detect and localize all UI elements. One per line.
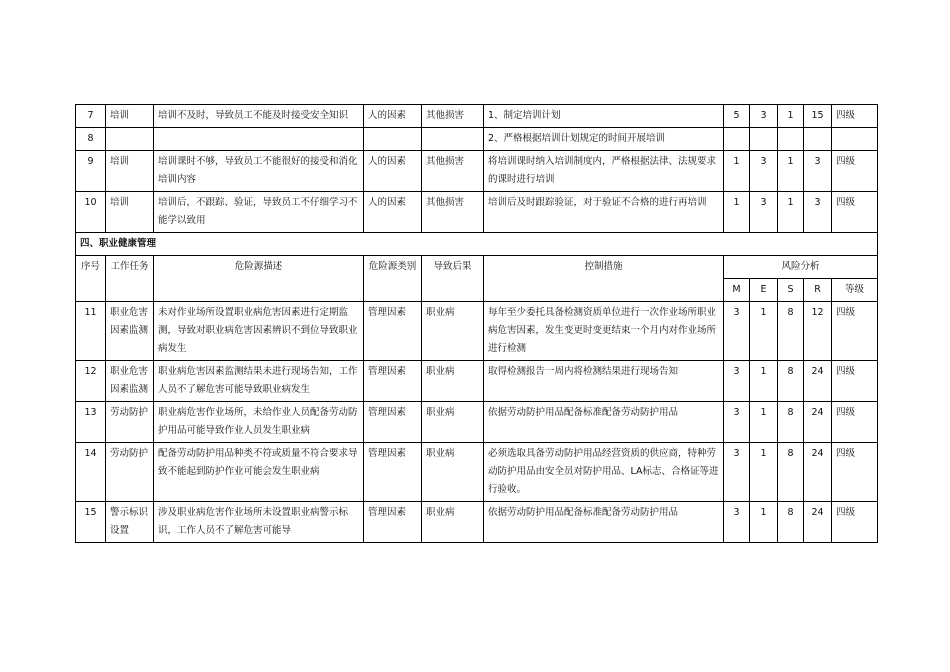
table-row — [76, 402, 878, 443]
table-row — [76, 502, 878, 543]
cell-consequence: 职业病 — [422, 361, 484, 402]
cell-level — [832, 128, 878, 151]
cell-e: 3 — [750, 192, 778, 233]
cell-control: 1、制定培训计划 — [484, 105, 724, 128]
cell-no: 11 — [76, 302, 106, 361]
cell-consequence: 其他损害 — [422, 192, 484, 233]
cell-category: 管理因素 — [364, 443, 422, 502]
cell-r: 24 — [804, 443, 832, 502]
header-s: S — [778, 279, 804, 302]
section-title: 四、职业健康管理 — [76, 233, 878, 256]
cell-no: 12 — [76, 361, 106, 402]
cell-task: 职业危害因素监测 — [106, 361, 154, 402]
cell-hazard: 培训不及时，导致员工不能及时接受安全知识 — [154, 105, 364, 128]
cell-no: 7 — [76, 105, 106, 128]
cell-s: 1 — [778, 105, 804, 128]
header-control: 控制措施 — [484, 256, 724, 302]
cell-m: 3 — [724, 502, 750, 543]
table-row — [76, 443, 878, 502]
cell-level: 四级 — [832, 402, 878, 443]
cell-task: 劳动防护 — [106, 402, 154, 443]
cell-m: 3 — [724, 402, 750, 443]
cell-category: 管理因素 — [364, 361, 422, 402]
cell-m: 1 — [724, 151, 750, 192]
cell-task: 劳动防护 — [106, 443, 154, 502]
cell-e: 1 — [750, 443, 778, 502]
cell-r — [804, 128, 832, 151]
cell-consequence: 职业病 — [422, 302, 484, 361]
header-risk: 风险分析 — [724, 256, 878, 279]
cell-task — [106, 128, 154, 151]
cell-r: 24 — [804, 402, 832, 443]
cell-hazard: 未对作业场所设置职业病危害因素进行定期监测，导致对职业病危害因素辨识不到位导致职业病发生 — [154, 302, 364, 361]
cell-e: 3 — [750, 105, 778, 128]
top-rows — [76, 105, 878, 233]
cell-hazard: 职业病危害因素监测结果未进行现场告知，工作人员不了解危害可能导致职业病发生 — [154, 361, 364, 402]
cell-m: 3 — [724, 443, 750, 502]
cell-category: 人的因素 — [364, 151, 422, 192]
cell-control: 将培训课时纳入培训制度内，严格根据法律、法规要求的课时进行培训 — [484, 151, 724, 192]
cell-e: 1 — [750, 361, 778, 402]
cell-category: 人的因素 — [364, 105, 422, 128]
cell-e: 1 — [750, 502, 778, 543]
header-category: 危险源类别 — [364, 256, 422, 302]
cell-s: 1 — [778, 192, 804, 233]
cell-r: 24 — [804, 361, 832, 402]
cell-category: 管理因素 — [364, 402, 422, 443]
cell-e — [750, 128, 778, 151]
cell-hazard — [154, 128, 364, 151]
header-level: 等级 — [832, 279, 878, 302]
cell-no: 14 — [76, 443, 106, 502]
table-row — [76, 302, 878, 361]
cell-s: 8 — [778, 402, 804, 443]
cell-consequence — [422, 128, 484, 151]
cell-s: 1 — [778, 151, 804, 192]
cell-level: 四级 — [832, 302, 878, 361]
cell-s: 8 — [778, 502, 804, 543]
header-task: 工作任务 — [106, 256, 154, 302]
cell-hazard: 配备劳动防护用品种类不符或质量不符合要求导致不能起到防护作业可能会发生职业病 — [154, 443, 364, 502]
cell-level: 四级 — [832, 361, 878, 402]
table-row — [76, 128, 878, 151]
cell-consequence: 职业病 — [422, 402, 484, 443]
header-e: E — [750, 279, 778, 302]
cell-consequence: 其他损害 — [422, 151, 484, 192]
cell-control: 每年至少委托具备检测资质单位进行一次作业场所职业病危害因素，发生变更时变更结束一个月内对作业场所进行检测 — [484, 302, 724, 361]
cell-category: 管理因素 — [364, 502, 422, 543]
cell-consequence: 其他损害 — [422, 105, 484, 128]
cell-control: 培训后及时跟踪验证，对于验证不合格的进行再培训 — [484, 192, 724, 233]
cell-r: 24 — [804, 502, 832, 543]
bottom-rows — [76, 302, 878, 543]
cell-task: 培训 — [106, 105, 154, 128]
cell-no: 10 — [76, 192, 106, 233]
cell-task: 培训 — [106, 192, 154, 233]
cell-s: 8 — [778, 361, 804, 402]
cell-control: 依据劳动防护用品配备标准配备劳动防护用品 — [484, 502, 724, 543]
cell-s — [778, 128, 804, 151]
header-hazard: 危险源描述 — [154, 256, 364, 302]
cell-e: 3 — [750, 151, 778, 192]
table-row — [76, 105, 878, 128]
cell-consequence: 职业病 — [422, 502, 484, 543]
cell-task: 培训 — [106, 151, 154, 192]
cell-task: 警示标识设置 — [106, 502, 154, 543]
cell-level: 四级 — [832, 151, 878, 192]
cell-consequence: 职业病 — [422, 443, 484, 502]
cell-level: 四级 — [832, 192, 878, 233]
cell-category: 人的因素 — [364, 192, 422, 233]
cell-control: 必须选取具备劳动防护用品经营资质的供应商，特种劳动防护用品由安全员对防护用品、LA标志、合格证等进行验收。 — [484, 443, 724, 502]
header-consequence: 导致后果 — [422, 256, 484, 302]
cell-r: 3 — [804, 151, 832, 192]
cell-r: 15 — [804, 105, 832, 128]
cell-no: 15 — [76, 502, 106, 543]
cell-m: 1 — [724, 192, 750, 233]
cell-r: 3 — [804, 192, 832, 233]
cell-hazard: 职业病危害作业场所，未给作业人员配备劳动防护用品可能导致作业人员发生职业病 — [154, 402, 364, 443]
header-m: M — [724, 279, 750, 302]
header-row — [76, 256, 878, 279]
table-row — [76, 361, 878, 402]
cell-no: 9 — [76, 151, 106, 192]
cell-s: 8 — [778, 302, 804, 361]
cell-level: 四级 — [832, 502, 878, 543]
cell-category — [364, 128, 422, 151]
cell-hazard: 培训课时不够，导致员工不能很好的接受和消化培训内容 — [154, 151, 364, 192]
cell-no: 8 — [76, 128, 106, 151]
cell-m — [724, 128, 750, 151]
cell-task: 职业危害因素监测 — [106, 302, 154, 361]
cell-control: 2、严格根据培训计划规定的时间开展培训 — [484, 128, 724, 151]
cell-r: 12 — [804, 302, 832, 361]
table-row — [76, 192, 878, 233]
cell-level: 四级 — [832, 443, 878, 502]
risk-assessment-table — [75, 104, 878, 543]
cell-control: 依据劳动防护用品配备标准配备劳动防护用品 — [484, 402, 724, 443]
cell-category: 管理因素 — [364, 302, 422, 361]
cell-e: 1 — [750, 402, 778, 443]
cell-m: 3 — [724, 302, 750, 361]
cell-level: 四级 — [832, 105, 878, 128]
cell-m: 3 — [724, 361, 750, 402]
cell-hazard: 培训后，不跟踪、验证，导致员工不仔细学习不能学以致用 — [154, 192, 364, 233]
section-row — [76, 233, 878, 256]
cell-s: 8 — [778, 443, 804, 502]
cell-hazard: 涉及职业病危害作业场所未设置职业病警示标识，工作人员不了解危害可能导 — [154, 502, 364, 543]
cell-no: 13 — [76, 402, 106, 443]
cell-control: 取得检测报告一周内将检测结果进行现场告知 — [484, 361, 724, 402]
table-row — [76, 151, 878, 192]
header-no: 序号 — [76, 256, 106, 302]
header-r: R — [804, 279, 832, 302]
cell-e: 1 — [750, 302, 778, 361]
cell-m: 5 — [724, 105, 750, 128]
